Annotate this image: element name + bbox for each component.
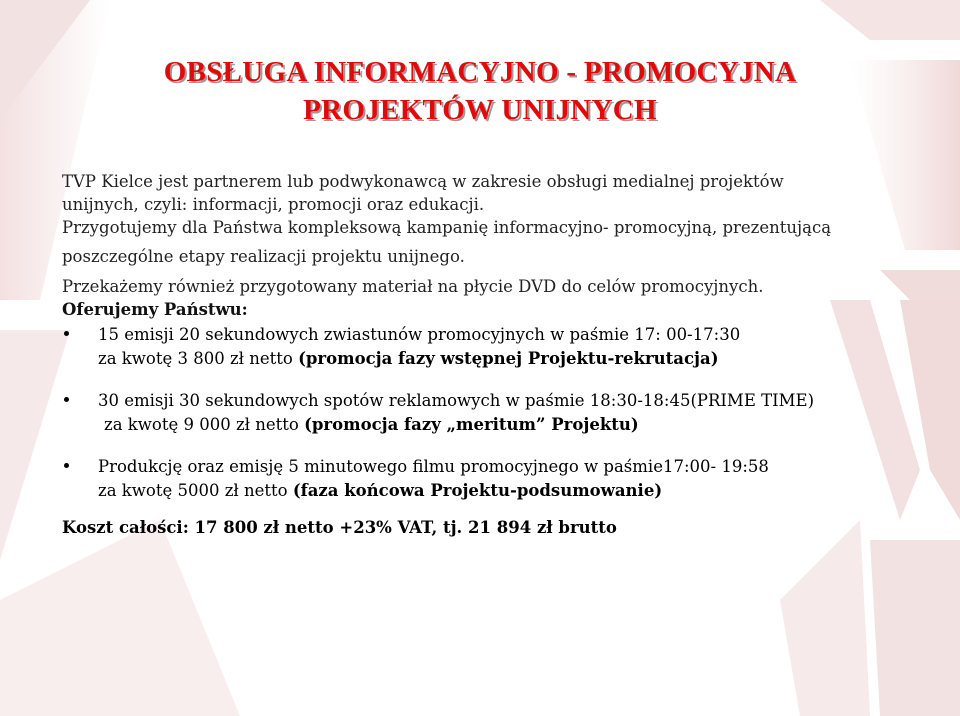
offer-item-phase: (faza końcowa Projektu-podsumowanie) [292, 481, 663, 500]
intro-line: TVP Kielce jest partnerem lub podwykonawcą w zakresie obsługi medialnej projektów [62, 172, 784, 191]
offer-item-phase: (promocja fazy „meritum” Projektu) [304, 415, 639, 434]
offer-item [62, 323, 922, 371]
intro-line: Przygotujemy dla Państwa kompleksową kampanię informacyjno- promocyjną, prezentującą [62, 218, 832, 237]
title-line-1: OBSŁUGA INFORMACYJNO - PROMOCYJNA [163, 56, 797, 88]
intro-line: unijnych, czyli: informacji, promocji oraz edukacji. [62, 195, 485, 214]
intro-line: poszczególne etapy realizacji projektu unijnego. [62, 247, 465, 266]
bullet-dot-icon [64, 397, 69, 402]
bullet-dot-icon [64, 331, 69, 336]
offer-item-phase: (promocja fazy wstępnej Projektu-rekrutacja) [298, 349, 719, 368]
offer-item-price [98, 413, 922, 437]
offer-item-line: 15 emisji 20 sekundowych zwiastunów promocyjnych w paśmie 17: 00-17:30 [98, 325, 741, 344]
bullet-dot-icon [64, 463, 69, 468]
offer-item-price-text: za kwotę 3 800 zł netto [98, 349, 299, 368]
offer-item-price-text: za kwotę 9 000 zł netto [104, 415, 305, 434]
offer-item-price [98, 479, 922, 503]
intro-paragraph [62, 170, 922, 299]
offer-item-price [98, 347, 922, 371]
offer-section [62, 297, 922, 541]
intro-line: Przekażemy również przygotowany materiał na płycie DVD do celów promocyjnych. [62, 277, 764, 296]
offer-item-line: 30 emisji 30 sekundowych spotów reklamowych w paśmie 18:30-18:45(PRIME TIME) [98, 391, 815, 410]
total-cost: Koszt całości: 17 800 zł netto +23% VAT, tj. 21 894 zł brutto [62, 518, 617, 537]
offer-item-price-text: za kwotę 5000 zł netto [98, 481, 293, 500]
slide-title [0, 53, 960, 129]
offer-item [62, 455, 922, 503]
title-line-2: PROJEKTÓW UNIJNYCH [303, 94, 657, 126]
offer-heading: Oferujemy Państwu: [62, 300, 248, 319]
offer-item [62, 389, 922, 437]
offer-item-line: Produkcję oraz emisję 5 minutowego filmu promocyjnego w paśmie17:00- 19:58 [98, 457, 769, 476]
